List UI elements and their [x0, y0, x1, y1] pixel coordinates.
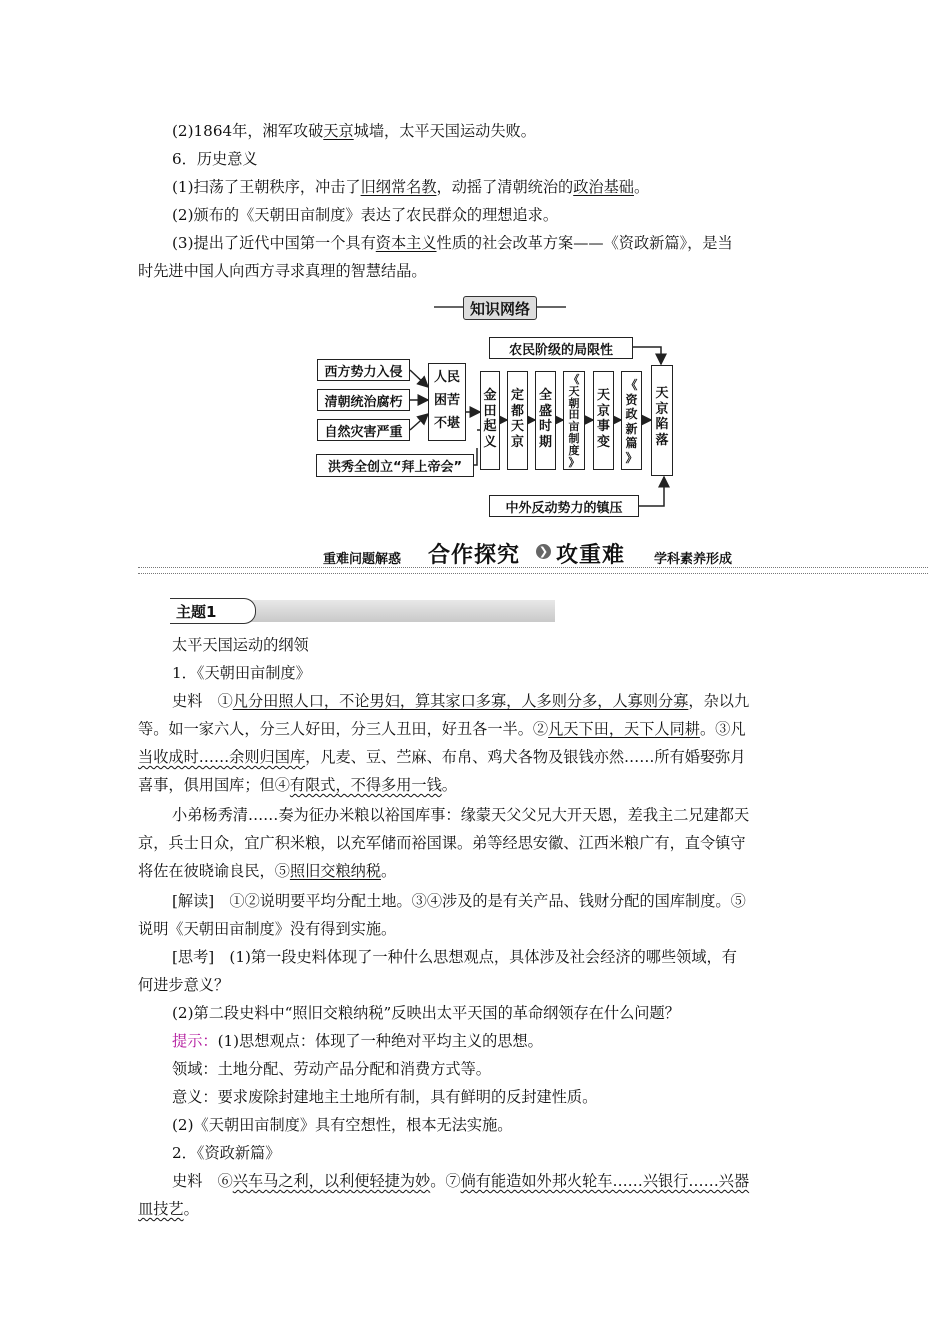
- paragraph-significance-1: (1)扫荡了王朝秩序，冲击了旧纲常名教，动摇了清朝统治的政治基础。: [172, 178, 650, 196]
- paragraph-significance-2: (2)颁布的《天朝田亩制度》表达了农民群众的理想追求。: [172, 206, 559, 224]
- underlined-text: 凡分田照人口，不论男妇，算其家口多寡，人多则分多，人寡则分寡: [232, 692, 689, 710]
- banner-right-label: 学科素养形成: [654, 552, 733, 567]
- banner-left-label: 重难问题解惑: [323, 552, 402, 567]
- underlined-term: 天京: [323, 122, 354, 140]
- hint-paragraph: 意义：要求废除封建地主土地所有制，具有鲜明的反封建性质。: [172, 1088, 598, 1106]
- wavy-underlined-text: 倘有能造如外邦火轮车……兴银行……兴器: [460, 1172, 750, 1190]
- section-heading-significance: 6．历史意义: [172, 150, 258, 168]
- underlined-text: 照旧交粮纳税: [289, 862, 381, 880]
- cause-box: 洪秀全创立“拜上帝会”: [316, 454, 474, 477]
- cause-box: 自然灾害严重: [317, 419, 410, 441]
- stage-box: 《 资 政 新 篇 》: [621, 371, 642, 470]
- knowledge-network-title: 知识网络: [463, 296, 537, 320]
- paragraph-fall: (2)1864年，湘军攻破天京城墙，太平天国运动失败。: [172, 122, 536, 140]
- thinking-question-cont: 何进步意义？: [138, 976, 230, 994]
- source-paragraph-2-cont: 将佐在彼晓谕良民，⑤照旧交粮纳税。: [138, 862, 397, 880]
- underlined-text: 凡天下田，天下人同耕: [548, 720, 700, 738]
- wavy-underlined-text: 皿技艺: [138, 1200, 184, 1218]
- source-paragraph-cont: 当收成时……余则归国库，凡麦、豆、苎麻、布帛、鸡犬各物及银钱亦然……所有婚娶弥月: [138, 748, 746, 766]
- topic-tab: 主题1: [170, 598, 256, 624]
- banner-title-2: 攻重难: [556, 543, 626, 568]
- paragraph-significance-3: (3)提出了近代中国第一个具有资本主义性质的社会改革方案——《资政新篇》，是当: [172, 234, 733, 252]
- people-suffering-box: 人民 困苦 不堪: [428, 363, 466, 441]
- subsection-heading: 1．《天朝田亩制度》: [172, 664, 311, 682]
- thinking-question: [思考] (1)第一段史料体现了一种什么思想观点，具体涉及社会经济的哪些领域，有: [172, 948, 737, 966]
- hint-paragraph: (2)《天朝田亩制度》具有空想性，根本无法实施。: [172, 1116, 513, 1134]
- suppression-box: 中外反动势力的镇压: [489, 495, 639, 517]
- thinking-question-2: (2)第二段史料中“照旧交粮纳税”反映出太平天国的革命纲领存在什么问题？: [172, 1004, 680, 1022]
- stage-box: 定 都 天 京: [507, 371, 528, 470]
- banner-title-1: 合作探究: [428, 543, 521, 568]
- source-paragraph-cont: 等。如一家六人，分三人好田，分三人丑田，好丑各一半。②凡天下田，天下人同耕。③凡: [138, 720, 746, 738]
- peasant-limitation-box: 农民阶级的局限性: [489, 337, 633, 359]
- wavy-underlined-text: 兴车马之利，以利便轻捷为妙: [232, 1172, 431, 1190]
- wavy-underlined-text: 有限式，不得多用一钱: [289, 776, 442, 794]
- topic-heading: 太平天国运动的纲领: [172, 636, 309, 654]
- stage-box: 《 天 朝 田 亩 制 度 》: [563, 371, 585, 470]
- source-paragraph-3-cont: 皿技艺。: [138, 1200, 199, 1218]
- source-paragraph: 史料 ①凡分田照人口，不论男妇，算其家口多寡，人多则分多，人寡则分寡，杂以九: [172, 692, 750, 710]
- underlined-term: 资本主义: [375, 234, 437, 252]
- source-paragraph-2-cont: 京，兵士日众，宜广积米粮，以充军储而裕国课。弟等经思安徽、江西米粮广有，直令镇守: [138, 834, 746, 852]
- stage-box: 金 田 起 义: [480, 371, 500, 470]
- chevron-right-icon: ❯: [536, 544, 551, 559]
- hint-paragraph: 领域：土地分配、劳动产品分配和消费方式等。: [172, 1060, 491, 1078]
- cause-box: 清朝统治腐朽: [317, 389, 410, 411]
- wavy-underlined-text: 当收成时……余则归国库: [138, 748, 306, 766]
- hint-paragraph: 提示：(1)思想观点：体现了一种绝对平均主义的思想。: [172, 1032, 543, 1050]
- stage-box: 全 盛 时 期: [535, 371, 556, 470]
- stage-box: 天 京 事 变: [593, 371, 614, 470]
- subsection-heading: 2．《资政新篇》: [172, 1144, 281, 1162]
- source-paragraph-3: 史料 ⑥兴车马之利，以利便轻捷为妙。⑦倘有能造如外邦火轮车……兴银行……兴器: [172, 1172, 750, 1190]
- source-paragraph-cont: 喜事，俱用国库；但④有限式，不得多用一钱。: [138, 776, 457, 794]
- underlined-term: 政治基础: [573, 178, 634, 196]
- interpretation: [解读] ①②说明要平均分配土地。③④涉及的是有关产品、钱财分配的国库制度。⑤: [172, 892, 746, 910]
- interpretation-cont: 说明《天朝田亩制度》没有得到实施。: [138, 920, 397, 938]
- divider: [138, 573, 928, 574]
- stage-box-fall: 天 京 陷 落: [651, 365, 673, 476]
- hint-label: 提示：: [172, 1032, 218, 1050]
- paragraph-significance-3-cont: 时先进中国人向西方寻求真理的智慧结晶。: [138, 262, 427, 280]
- source-paragraph-2: 小弟杨秀清……奏为征办米粮以裕国库事：缘蒙天父父兄大开天恩，差我主二兄建都天: [172, 806, 750, 824]
- cause-box: 西方势力入侵: [317, 359, 410, 381]
- divider: [138, 567, 928, 568]
- underlined-term: 旧纲常名教: [360, 178, 437, 196]
